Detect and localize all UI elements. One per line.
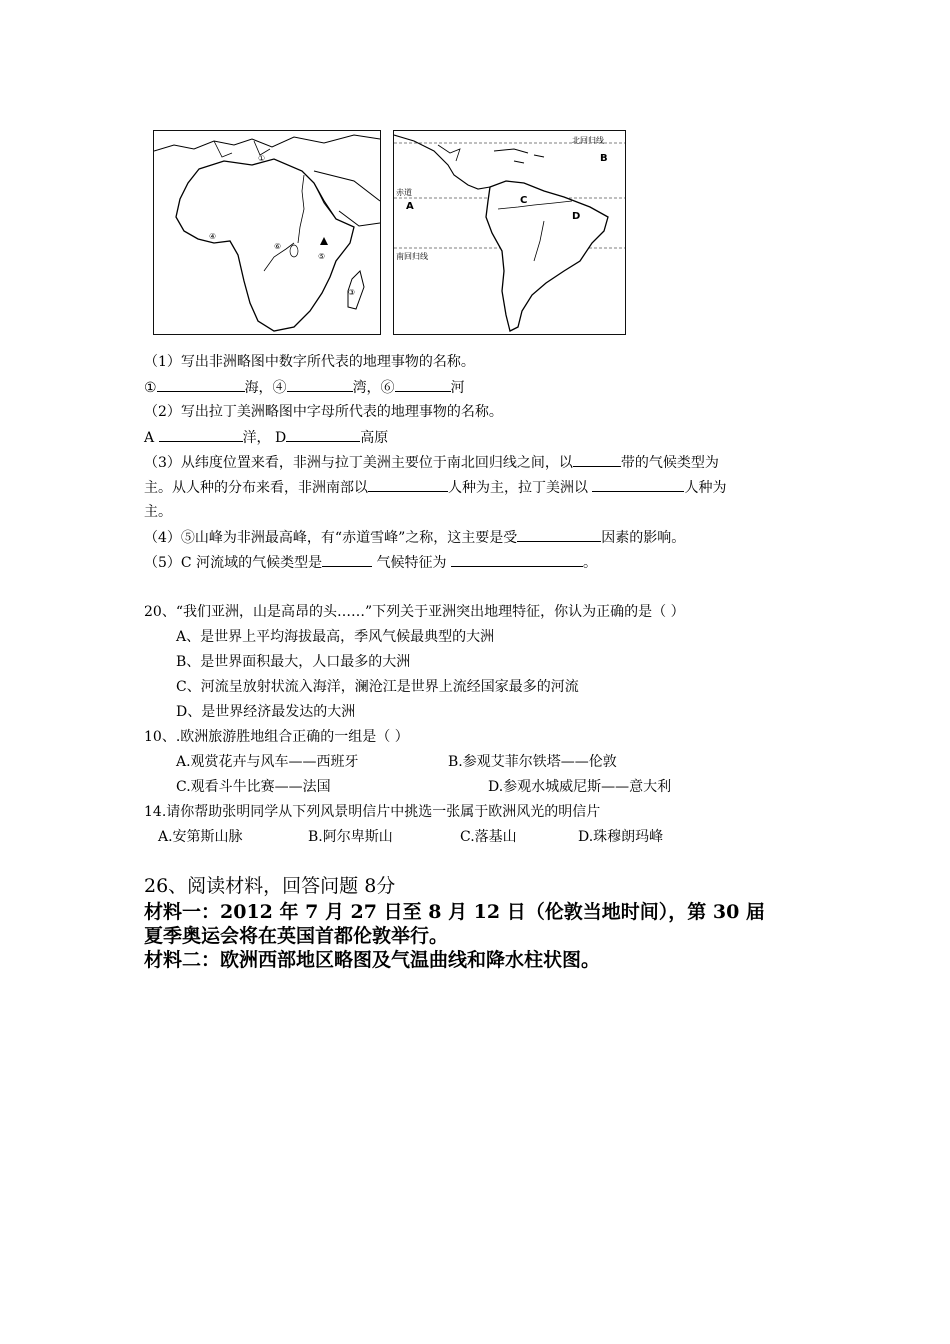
blank-6[interactable] bbox=[395, 377, 451, 392]
q20-option-d[interactable]: D、是世界经济最发达的大洲 bbox=[176, 704, 356, 720]
q19-part1-answers: ① 海，④ 湾，⑥ 河 bbox=[144, 377, 465, 398]
blank-latam-race[interactable] bbox=[592, 477, 684, 492]
q14-option-a[interactable]: A.安第斯山脉 bbox=[158, 829, 243, 845]
q20-option-b[interactable]: B、是世界面积最大，人口最多的大洲 bbox=[176, 654, 411, 670]
label-B: B bbox=[600, 153, 608, 164]
q14-option-c[interactable]: C.落基山 bbox=[460, 829, 517, 845]
q19-part1: （1）写出非洲略图中数字所代表的地理事物的名称。 bbox=[144, 354, 475, 370]
label-D: D bbox=[572, 211, 581, 222]
q20-stem: 20、“我们亚洲，山是高昂的头……”下列关于亚洲突出地理特征，你认为正确的是（ ） bbox=[144, 604, 685, 620]
q10-option-d[interactable]: D.参观水城威尼斯——意大利 bbox=[488, 779, 672, 795]
q26-material1-line1: 材料一：2012 年 7 月 27 日至 8 月 12 日（伦敦当地时间），第 30 届 bbox=[144, 901, 765, 923]
label-C: C bbox=[520, 195, 528, 206]
q19-part2: （2）写出拉丁美洲略图中字母所代表的地理事物的名称。 bbox=[144, 404, 503, 420]
label-tropic-cancer: 北回归线 bbox=[572, 136, 604, 145]
q19-part3-line1: （3）从纬度位置来看，非洲与拉丁美洲主要位于南北回归线之间，以 带的气候类型为 bbox=[144, 452, 719, 473]
label-5: ⑤ bbox=[318, 252, 326, 261]
q19-part3-line3: 主。 bbox=[144, 504, 172, 520]
label-A: A bbox=[406, 201, 414, 212]
blank-A[interactable] bbox=[159, 427, 243, 442]
blank-climate-feature[interactable] bbox=[451, 552, 583, 567]
q26-material1-line2: 夏季奥运会将在英国首都伦敦举行。 bbox=[144, 925, 449, 947]
q14-option-b[interactable]: B.阿尔卑斯山 bbox=[308, 829, 393, 845]
blank-climate-type[interactable] bbox=[322, 552, 372, 567]
q10-option-c[interactable]: C.观看斗牛比赛——法国 bbox=[176, 779, 331, 795]
label-tropic-capricorn: 南回归线 bbox=[396, 252, 428, 261]
blank-climate-belt[interactable] bbox=[573, 452, 621, 467]
blank-4[interactable] bbox=[287, 377, 353, 392]
q19-part5: （5）C 河流域的气候类型是 气候特征为 。 bbox=[144, 552, 597, 573]
q19-part2-answers: A 洋， D 高原 bbox=[144, 427, 388, 448]
label-1: ① bbox=[258, 154, 266, 163]
label-equator: 赤道 bbox=[396, 188, 412, 197]
q19-part4: （4）⑤山峰为非洲最高峰，有“赤道雪峰”之称，这主要是受 因素的影响。 bbox=[144, 527, 685, 548]
q14-option-d[interactable]: D.珠穆朗玛峰 bbox=[578, 829, 664, 845]
africa-map bbox=[153, 130, 381, 335]
q14-stem: 14.请你帮助张明同学从下列风景明信片中挑选一张属于欧洲风光的明信片 bbox=[144, 804, 601, 820]
label-4: ④ bbox=[209, 232, 217, 241]
q20-option-c[interactable]: C、河流呈放射状流入海洋，澜沧江是世界上流经国家最多的河流 bbox=[176, 679, 579, 695]
blank-africa-race[interactable] bbox=[368, 477, 448, 492]
q20-option-a[interactable]: A、是世界上平均海拔最高，季风气候最典型的大洲 bbox=[176, 629, 495, 645]
label-3: ③ bbox=[348, 288, 356, 297]
q10-option-a[interactable]: A.观赏花卉与风车——西班牙 bbox=[176, 754, 359, 770]
blank-D[interactable] bbox=[286, 427, 360, 442]
blank-1[interactable] bbox=[157, 377, 245, 392]
q10-option-b[interactable]: B.参观艾菲尔铁塔——伦敦 bbox=[448, 754, 617, 770]
latin-america-map bbox=[393, 130, 626, 335]
q26-title: 26、阅读材料，回答问题 8分 bbox=[144, 875, 396, 897]
q19-part3-line2: 主。从人种的分布来看，非洲南部以 人种为主，拉丁美洲以 人种为 bbox=[144, 477, 726, 498]
q26-material2: 材料二：欧洲西部地区略图及气温曲线和降水柱状图。 bbox=[144, 949, 601, 971]
label-6: ⑥ bbox=[274, 242, 282, 251]
q10-stem: 10、.欧洲旅游胜地组合正确的一组是（ ） bbox=[144, 729, 409, 745]
blank-factor[interactable] bbox=[517, 527, 601, 542]
